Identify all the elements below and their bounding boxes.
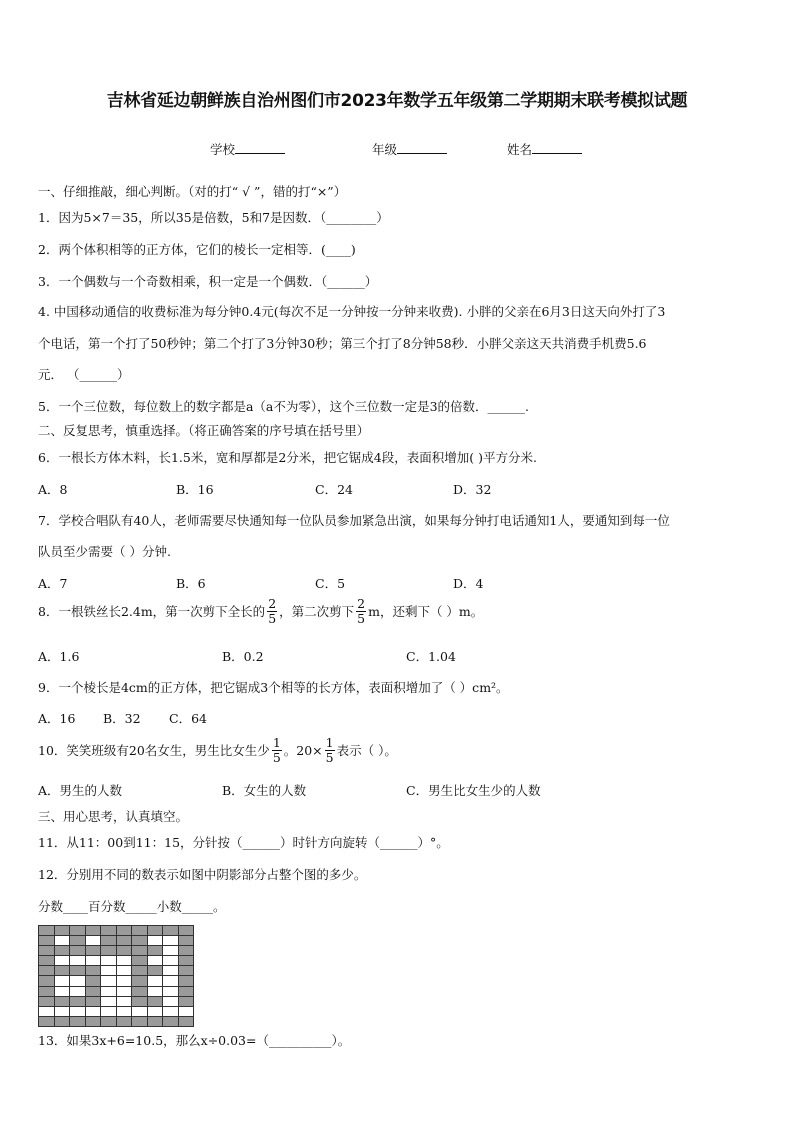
grid-cell-shaded: [39, 956, 55, 966]
grid-cell-shaded: [147, 946, 163, 956]
grid-cell-empty: [54, 1006, 70, 1016]
exam-title: 吉林省延边朝鲜族自治州图们市2023年数学五年级第二学期期末联考模拟试题: [106, 91, 688, 111]
question-7-line-1: 7．学校合唱队有40人，老师需要尽快通知每一位队员参加紧急出演，如果每分钟打电话通知1人，要通知到每一位: [38, 513, 670, 528]
q10-frac2-denominator: 5: [325, 750, 334, 765]
grid-cell-empty: [85, 956, 101, 966]
q8-option-a: A．1.6: [38, 649, 80, 664]
question-2: 2．两个体积相等的正方体，它们的棱长一定相等．(____): [38, 242, 356, 257]
q10-text-a: 10．笑笑班级有20名女生，男生比女生少: [38, 743, 270, 758]
grid-cell-empty: [85, 1006, 101, 1016]
question-11: 11．从11：00到11：15，分针按（______）时针方向旋转（______）°。: [38, 835, 449, 850]
section-2-heading: 二、反复思考，慎重选择。（将正确答案的序号填在括号里）: [38, 423, 370, 438]
grade-label: 年级: [372, 142, 398, 157]
grid-cell-shaded: [132, 996, 148, 1006]
q8-fraction-2: [356, 597, 366, 626]
grid-cell-shaded: [70, 936, 86, 946]
grid-cell-shaded: [116, 1016, 132, 1026]
grid-cell-empty: [101, 996, 117, 1006]
grid-cell-shaded: [132, 986, 148, 996]
grid-cell-empty: [116, 956, 132, 966]
question-12: 12．分别用不同的数表示如图中阴影部分占整个图的多少。: [38, 867, 367, 882]
q7-option-a: A．7: [38, 576, 68, 591]
grid-row: [39, 986, 194, 996]
grid-cell-empty: [163, 966, 179, 976]
grid-cell-empty: [70, 956, 86, 966]
grid-cell-shaded: [178, 1016, 194, 1026]
grid-cell-shaded: [39, 936, 55, 946]
grid-cell-shaded: [39, 986, 55, 996]
grid-cell-shaded: [132, 946, 148, 956]
grid-cell-shaded: [85, 966, 101, 976]
grid-cell-shaded: [85, 996, 101, 1006]
question-6: 6．一根长方体木料，长1.5米，宽和厚都是2分米，把它锯成4段，表面积增加( )平方分米.: [38, 450, 537, 465]
q6-option-b: B．16: [176, 482, 214, 497]
grid-cell-empty: [85, 936, 101, 946]
grid-cell-empty: [163, 986, 179, 996]
q10-fraction-1: [272, 736, 282, 765]
grid-cell-empty: [163, 1006, 179, 1016]
q8-option-c: C．1.04: [406, 649, 456, 664]
grid-cell-shaded: [85, 986, 101, 996]
grid-cell-empty: [101, 966, 117, 976]
grid-cell-shaded: [70, 946, 86, 956]
grid-cell-shaded: [39, 926, 55, 936]
grid-cell-shaded: [101, 926, 117, 936]
grid-cell-shaded: [39, 996, 55, 1006]
q9-option-b: B．32: [103, 711, 141, 726]
school-label: 学校: [210, 142, 236, 157]
q10-fraction-2: [325, 736, 335, 765]
grid-cell-empty: [163, 976, 179, 986]
grid-cell-shaded: [132, 976, 148, 986]
grid-cell-shaded: [178, 996, 194, 1006]
q8-frac2-denominator: 5: [357, 611, 366, 626]
grid-row: [39, 956, 194, 966]
grid-cell-empty: [147, 956, 163, 966]
grid-cell-shaded: [39, 946, 55, 956]
grid-cell-shaded: [163, 926, 179, 936]
grid-row: [39, 966, 194, 976]
section-1-heading: 一、仔细推敲，细心判断。（对的打“ √ ”，错的打“×”）: [38, 184, 347, 199]
q10-frac1-denominator: 5: [272, 750, 281, 765]
q8-frac1-numerator: 2: [268, 596, 277, 611]
grid-cell-shaded: [39, 966, 55, 976]
question-13: 13．如果3x+6=10.5，那么x÷0.03=（__________）。: [38, 1033, 351, 1048]
grid-cell-empty: [147, 976, 163, 986]
q7-option-d: D．4: [453, 576, 484, 591]
grid-cell-shaded: [54, 946, 70, 956]
grid-cell-shaded: [116, 936, 132, 946]
grid-cell-shaded: [85, 946, 101, 956]
grid-cell-shaded: [39, 1016, 55, 1026]
question-9: 9．一个棱长是4cm的正方体，把它锯成3个相等的长方体，表面积增加了（ ）cm²。: [38, 680, 509, 695]
grid-cell-empty: [101, 956, 117, 966]
grid-cell-empty: [163, 936, 179, 946]
grid-row: [39, 976, 194, 986]
grid-cell-shaded: [39, 976, 55, 986]
grid-cell-shaded: [85, 1016, 101, 1026]
q8-frac1-denominator: 5: [268, 611, 277, 626]
grid-cell-empty: [70, 986, 86, 996]
grid-cell-empty: [147, 1006, 163, 1016]
grid-cell-shaded: [132, 936, 148, 946]
grid-cell-shaded: [163, 1016, 179, 1026]
grid-cell-empty: [101, 986, 117, 996]
grid-cell-empty: [116, 976, 132, 986]
question-4-line-1: 4. 中国移动通信的收费标准为每分钟0.4元(每次不足一分钟按一分钟来收费). 小胖的父亲在6月3日这天向外打了3: [38, 304, 666, 319]
grid-cell-empty: [116, 966, 132, 976]
grid-cell-shaded: [178, 966, 194, 976]
question-4-line-3: 元． （______）: [38, 367, 130, 382]
grid-cell-shaded: [147, 1016, 163, 1026]
grid-cell-shaded: [116, 926, 132, 936]
q8-fraction-1: [267, 597, 277, 626]
grid-cell-shaded: [85, 926, 101, 936]
q10-option-b: B．女生的人数: [222, 783, 307, 798]
grid-cell-shaded: [132, 956, 148, 966]
grid-cell-shaded: [116, 946, 132, 956]
grid-cell-shaded: [101, 936, 117, 946]
grid-cell-empty: [54, 976, 70, 986]
question-1: 1．因为5×7＝35，所以35是倍数，5和7是因数．（________）: [38, 210, 389, 225]
q7-option-b: B．6: [176, 576, 206, 591]
q10-text-c: 表示（ ）。: [336, 743, 397, 758]
q6-option-a: A．8: [38, 482, 68, 497]
q8-text-a: 8．一根铁丝长2.4m，第一次剪下全长的: [38, 604, 266, 619]
question-10: [38, 737, 397, 766]
grid-cell-empty: [54, 956, 70, 966]
grid-cell-shaded: [70, 1016, 86, 1026]
grid-cell-shaded: [70, 996, 86, 1006]
grid-row: [39, 926, 194, 936]
q9-option-a: A．16: [38, 711, 76, 726]
grid-cell-shaded: [147, 996, 163, 1006]
q8-frac2-numerator: 2: [357, 596, 366, 611]
q9-option-c: C．64: [169, 711, 207, 726]
grid-cell-shaded: [178, 956, 194, 966]
question-3: 3．一个偶数与一个奇数相乘，积一定是一个偶数．（______）: [38, 274, 378, 289]
grid-row: [39, 996, 194, 1006]
grid-cell-shaded: [54, 1016, 70, 1026]
grid-cell-empty: [101, 1006, 117, 1016]
grid-cell-empty: [163, 946, 179, 956]
grid-cell-empty: [147, 986, 163, 996]
section-3-heading: 三、用心思考，认真填空。: [38, 809, 189, 824]
name-label: 姓名: [507, 142, 533, 157]
q8-text-c: m，还剩下（ ）m。: [368, 604, 484, 619]
grid-cell-shaded: [54, 966, 70, 976]
grid-cell-shaded: [178, 976, 194, 986]
grid-cell-shaded: [132, 926, 148, 936]
question-7-line-2: 队员至少需要（ ）分钟.: [38, 544, 171, 559]
grid-cell-empty: [163, 996, 179, 1006]
grid-cell-shaded: [132, 966, 148, 976]
grid-cell-empty: [116, 986, 132, 996]
q10-frac2-numerator: 1: [325, 735, 334, 750]
q10-option-c: C．男生比女生少的人数: [406, 783, 541, 798]
grid-cell-empty: [163, 956, 179, 966]
grid-cell-empty: [116, 1006, 132, 1016]
grade-field[interactable]: [372, 140, 447, 158]
grid-cell-empty: [70, 1006, 86, 1016]
q8-text-b: ，第二次剪下: [279, 604, 355, 619]
grid-cell-shaded: [178, 986, 194, 996]
q10-frac1-numerator: 1: [272, 735, 281, 750]
q7-option-c: C．5: [315, 576, 346, 591]
grid-cell-empty: [54, 986, 70, 996]
grid-cell-empty: [178, 1006, 194, 1016]
grid-cell-shaded: [178, 946, 194, 956]
q6-option-c: C．24: [315, 482, 353, 497]
grid-cell-shaded: [101, 946, 117, 956]
grid-row: [39, 1016, 194, 1026]
grid-cell-shaded: [85, 976, 101, 986]
grid-cell-empty: [70, 976, 86, 986]
grid-cell-shaded: [178, 926, 194, 936]
grid-cell-shaded: [54, 996, 70, 1006]
grid-cell-empty: [39, 1006, 55, 1016]
grid-cell-shaded: [70, 966, 86, 976]
school-field[interactable]: [210, 140, 285, 158]
grid-cell-empty: [147, 936, 163, 946]
grid-table: [38, 925, 194, 1027]
q6-option-d: D．32: [453, 482, 492, 497]
grid-cell-shaded: [147, 926, 163, 936]
q10-text-b: 。20×: [283, 743, 323, 758]
shaded-grid-figure: [38, 925, 194, 1027]
grid-cell-shaded: [147, 966, 163, 976]
name-field[interactable]: [507, 140, 582, 158]
q10-option-a: A．男生的人数: [38, 783, 123, 798]
grid-cell-empty: [132, 1006, 148, 1016]
grid-cell-shaded: [70, 926, 86, 936]
grid-cell-empty: [101, 976, 117, 986]
grid-cell-shaded: [54, 926, 70, 936]
question-8: [38, 598, 483, 627]
q8-option-b: B．0.2: [222, 649, 264, 664]
grid-row: [39, 946, 194, 956]
grid-cell-shaded: [101, 1016, 117, 1026]
grid-cell-shaded: [132, 1016, 148, 1026]
grid-row: [39, 936, 194, 946]
grid-cell-empty: [54, 936, 70, 946]
grid-row: [39, 1006, 194, 1016]
question-5: 5．一个三位数，每位数上的数字都是a（a不为零），这个三位数一定是3的倍数．______.: [38, 399, 530, 414]
grid-cell-empty: [116, 996, 132, 1006]
question-12-fill: 分数____百分数_____小数_____。: [38, 899, 226, 914]
question-4-line-2: 个电话，第一个打了50秒钟；第二个打了3分钟30秒；第三个打了8分钟58秒．小胖父亲这天共消费手机费5.6: [38, 336, 647, 351]
grid-cell-shaded: [178, 936, 194, 946]
